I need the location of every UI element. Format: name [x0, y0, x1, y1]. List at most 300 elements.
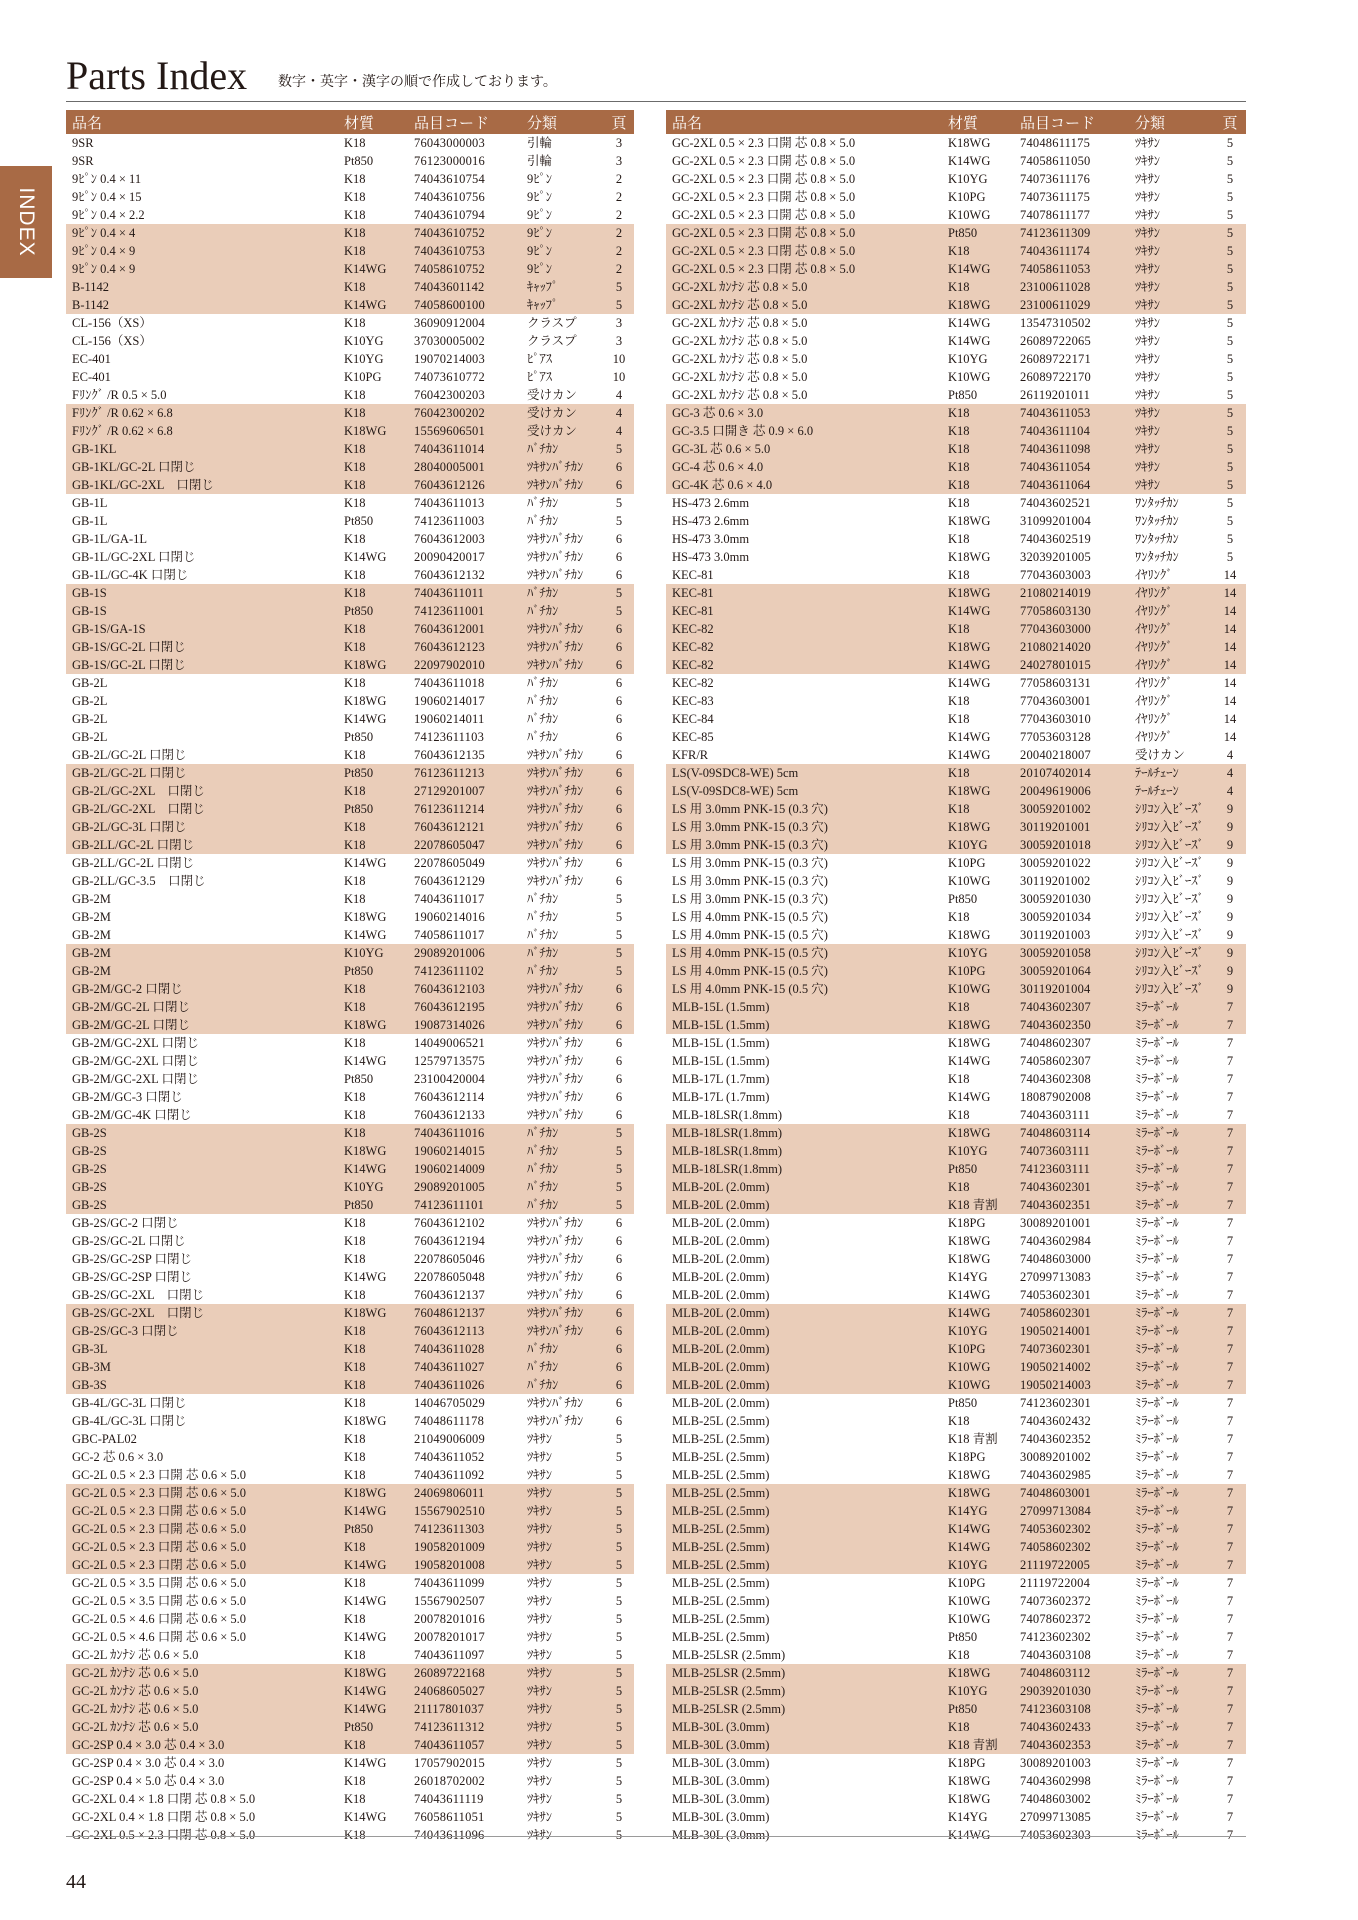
table-row: [66, 566, 634, 584]
table-row: [66, 656, 634, 674]
cell-code: 14049006521: [414, 1036, 485, 1050]
table-row: [66, 908, 634, 926]
cell-category: ﾂｷｻﾝﾊﾞﾁｶﾝ: [527, 1414, 584, 1428]
table-row: [666, 1574, 1246, 1592]
cell-page: 5: [615, 1432, 623, 1446]
cell-name: MLB-20L (2.0mm): [666, 1340, 942, 1358]
cell-material: K18: [942, 476, 1014, 494]
cell-name: GC-2L ｶﾝﾅｼ 芯 0.6 × 5.0: [66, 1700, 338, 1718]
cell-name: KEC-83: [672, 694, 714, 708]
table-row: [666, 890, 1246, 908]
cell-name: MLB-17L (1.7mm): [672, 1072, 770, 1086]
cell-material: K10WG: [948, 1594, 991, 1608]
cell-code: 74058600100: [408, 296, 521, 314]
cell-name: GC-2XL 0.5 × 2.3 口開 芯 0.8 × 5.0: [672, 208, 856, 222]
cell-page: 4: [1226, 748, 1234, 762]
cell-page: 7: [1214, 1700, 1246, 1718]
cell-page: 5: [1226, 316, 1234, 330]
column-header-name: 品名: [66, 110, 338, 134]
cell-code: 74048603001: [1014, 1484, 1129, 1502]
cell-code: 74078611177: [1020, 208, 1091, 222]
cell-category: ﾂｷｻﾝﾊﾞﾁｶﾝ: [521, 638, 604, 656]
cell-category: ｲﾔﾘﾝｸﾞ: [1135, 676, 1173, 690]
cell-code: 74043602519: [1020, 532, 1091, 546]
cell-name: MLB-20L (2.0mm): [666, 1304, 942, 1322]
cell-page: 7: [1214, 1124, 1246, 1142]
cell-page: 5: [615, 1630, 623, 1644]
cell-code: 19060214011: [414, 712, 485, 726]
table-row: [666, 1034, 1246, 1052]
cell-page: 5: [615, 892, 623, 906]
table-row: [66, 710, 634, 728]
column-header-page: 頁: [1214, 110, 1246, 134]
table-row: [66, 1268, 634, 1286]
cell-category: ﾂｷｻﾝ: [1129, 404, 1214, 422]
table-row: [66, 530, 634, 548]
cell-material: K18: [344, 136, 366, 150]
cell-page: 5: [604, 1520, 634, 1538]
cell-page: 5: [615, 910, 623, 924]
cell-material: K18: [942, 998, 1014, 1016]
cell-page: 7: [1226, 1054, 1234, 1068]
cell-code: 76043612133: [414, 1108, 485, 1122]
cell-category: 引輪: [527, 136, 553, 150]
table-row: [66, 620, 634, 638]
cell-category: ﾂｷｻﾝ: [521, 1664, 604, 1682]
cell-page: 7: [1214, 1520, 1246, 1538]
cell-category: ﾂｷｻﾝﾊﾞﾁｶﾝ: [521, 980, 604, 998]
cell-page: 6: [604, 656, 634, 674]
cell-category: ﾜﾝﾀｯﾁｶﾝ: [1135, 514, 1179, 528]
table-row: [66, 1682, 634, 1700]
table-row: [66, 1286, 634, 1304]
cell-material: K14WG: [344, 1594, 387, 1608]
cell-code: 74043602985: [1020, 1468, 1091, 1482]
table-row: [66, 1142, 634, 1160]
cell-code: 21049006009: [414, 1432, 485, 1446]
cell-code: 26089722171: [1020, 352, 1091, 366]
cell-material: K18: [344, 1612, 366, 1626]
table-row: [66, 674, 634, 692]
cell-page: 3: [615, 154, 623, 168]
cell-page: 3: [615, 334, 623, 348]
cell-name: GC-2SP 0.4 × 3.0 芯 0.4 × 3.0: [72, 1756, 225, 1770]
cell-page: 5: [1214, 296, 1246, 314]
table-row: [66, 1502, 634, 1520]
cell-material: K18: [344, 1090, 366, 1104]
cell-material: K18WG: [338, 1304, 408, 1322]
cell-category: ﾂｷｻﾝﾊﾞﾁｶﾝ: [527, 1216, 584, 1230]
cell-code: 74073603111: [1014, 1142, 1129, 1160]
cell-page: 14: [1214, 584, 1246, 602]
table-row: [666, 1070, 1246, 1088]
cell-category: 9ﾋﾟﾝ: [521, 242, 604, 260]
cell-material: K18: [948, 568, 970, 582]
cell-category: ﾐﾗｰﾎﾞｰﾙ: [1135, 1774, 1179, 1788]
cell-code: 74043611016: [408, 1124, 521, 1142]
cell-code: 27129201007: [408, 782, 521, 800]
cell-material: K10YG: [344, 352, 384, 366]
cell-material: K18: [344, 748, 366, 762]
cell-category: ﾊﾞﾁｶﾝ: [521, 440, 604, 458]
cell-page: 5: [1214, 224, 1246, 242]
cell-material: K18: [344, 532, 366, 546]
cell-category: ﾂｷｻﾝ: [527, 1828, 553, 1842]
cell-page: 4: [1214, 764, 1246, 782]
cell-material: K14WG: [942, 1304, 1014, 1322]
table-row: [666, 1286, 1246, 1304]
cell-name: GC-2 芯 0.6 × 3.0: [72, 1450, 164, 1464]
cell-category: ﾂｷｻﾝﾊﾞﾁｶﾝ: [527, 748, 584, 762]
cell-category: ﾂｷｻﾝ: [521, 1736, 604, 1754]
table-row: [666, 1214, 1246, 1232]
cell-name: MLB-25L (2.5mm): [666, 1556, 942, 1574]
cell-code: 30059201018: [1014, 836, 1129, 854]
cell-name: MLB-25L (2.5mm): [672, 1468, 770, 1482]
cell-code: 74043611054: [1014, 458, 1129, 476]
cell-material: K18WG: [942, 638, 1014, 656]
cell-material: K10YG: [338, 1178, 408, 1196]
cell-code: 74058610752: [408, 260, 521, 278]
table-row: [66, 818, 634, 836]
cell-code: 30059201034: [1020, 910, 1091, 924]
cell-name: GB-1KL/GC-2L 口閉じ: [66, 458, 338, 476]
cell-name: MLB-17L (1.7mm): [672, 1090, 770, 1104]
cell-name: GC-2L ｶﾝﾅｼ 芯 0.6 × 5.0: [66, 1664, 338, 1682]
cell-code: 74043611053: [1014, 404, 1129, 422]
cell-material: K18: [942, 1178, 1014, 1196]
cell-category: ﾐﾗｰﾎﾞｰﾙ: [1129, 1196, 1214, 1214]
cell-category: ﾂｷｻﾝﾊﾞﾁｶﾝ: [527, 874, 584, 888]
cell-material: K18WG: [948, 928, 991, 942]
cell-material: Pt850: [344, 730, 374, 744]
cell-code: 77058603131: [1020, 676, 1091, 690]
table-row: [666, 1322, 1246, 1340]
cell-code: 26089722065: [1020, 334, 1091, 348]
cell-category: ﾂｷｻﾝﾊﾞﾁｶﾝ: [521, 764, 604, 782]
cell-material: K18: [344, 1234, 366, 1248]
cell-material: K18: [344, 568, 366, 582]
table-row: [66, 548, 634, 566]
table-row: [66, 314, 634, 332]
cell-code: 19070214003: [414, 352, 485, 366]
cell-material: K18: [338, 1358, 408, 1376]
cell-material: K18WG: [942, 1124, 1014, 1142]
cell-material: K10WG: [948, 874, 991, 888]
cell-material: K18: [344, 676, 366, 690]
cell-code: 74043602998: [1020, 1774, 1091, 1788]
cell-material: K18WG: [942, 818, 1014, 836]
cell-category: ﾊﾞﾁｶﾝ: [527, 928, 559, 942]
cell-material: K14WG: [948, 1054, 991, 1068]
table-row: [66, 1034, 634, 1052]
cell-material: K18: [338, 836, 408, 854]
table-row: [666, 1754, 1246, 1772]
cell-code: 76042300203: [414, 388, 485, 402]
table-row: [66, 692, 634, 710]
cell-name: MLB-15L (1.5mm): [672, 1054, 770, 1068]
cell-name: GB-1L/GA-1L: [72, 532, 147, 546]
cell-code: 74048603000: [1020, 1252, 1091, 1266]
cell-category: 9ﾋﾟﾝ: [527, 190, 553, 204]
cell-code: 74058611053: [1014, 260, 1129, 278]
cell-material: K14WG: [344, 1270, 387, 1284]
table-row: [666, 206, 1246, 224]
cell-name: GB-2M/GC-2L 口閉じ: [66, 998, 338, 1016]
table-row: [666, 1682, 1246, 1700]
cell-page: 5: [615, 1612, 623, 1626]
table-row: [66, 962, 634, 980]
cell-name: HS-473 2.6mm: [672, 514, 750, 528]
table-row: [66, 1556, 634, 1574]
cell-name: GC-2XL ｶﾝﾅｼ 芯 0.8 × 5.0: [672, 370, 808, 384]
cell-name: GC-2L ｶﾝﾅｼ 芯 0.6 × 5.0: [72, 1648, 199, 1662]
cell-page: 9: [1214, 962, 1246, 980]
cell-category: ｼﾘｺﾝ入ﾋﾞｰｽﾞ: [1129, 800, 1214, 818]
cell-name: GB-2S/GC-2XL 口閉じ: [66, 1304, 338, 1322]
cell-material: K18: [948, 910, 970, 924]
table-row: [666, 620, 1246, 638]
cell-page: 7: [1226, 1774, 1234, 1788]
cell-material: K10WG: [942, 1358, 1014, 1376]
cell-material: K18: [344, 172, 366, 186]
table-row: [66, 404, 634, 422]
cell-page: 5: [615, 1594, 623, 1608]
cell-name: GB-1KL: [66, 440, 338, 458]
cell-name: LS 用 3.0mm PNK-15 (0.3 穴): [672, 874, 828, 888]
cell-name: GB-2S: [66, 1160, 338, 1178]
table-row: [66, 350, 634, 368]
cell-category: ﾂｷｻﾝ: [1135, 190, 1161, 204]
table-row: [666, 530, 1246, 548]
cell-code: 74043611092: [414, 1468, 485, 1482]
cell-material: K18: [344, 1396, 366, 1410]
cell-material: K18: [338, 1322, 408, 1340]
cell-category: ﾂｷｻﾝ: [521, 1520, 604, 1538]
cell-name: MLB-20L (2.0mm): [672, 1396, 770, 1410]
table-row: [666, 332, 1246, 350]
cell-code: 74043611018: [414, 676, 485, 690]
cell-page: 5: [1226, 154, 1234, 168]
cell-material: K10YG: [942, 1142, 1014, 1160]
cell-category: ﾋﾟｱｽ: [527, 370, 553, 384]
cell-code: 12579713575: [414, 1054, 485, 1068]
cell-material: K14WG: [344, 1756, 387, 1770]
cell-category: ﾐﾗｰﾎﾞｰﾙ: [1129, 1160, 1214, 1178]
table-row: [66, 1214, 634, 1232]
parts-table-left: [66, 110, 634, 1844]
table-row: [666, 674, 1246, 692]
table-row: [66, 170, 634, 188]
cell-page: 7: [1226, 1450, 1234, 1464]
cell-category: ﾐﾗｰﾎﾞｰﾙ: [1135, 1108, 1179, 1122]
cell-material: K14WG: [942, 602, 1014, 620]
cell-material: K18: [948, 694, 970, 708]
cell-page: 6: [604, 782, 634, 800]
table-row: [66, 746, 634, 764]
cell-category: ﾊﾞﾁｶﾝ: [521, 1196, 604, 1214]
cell-name: GC-2XL 0.5 × 2.3 口開 芯 0.8 × 5.0: [666, 224, 942, 242]
table-row: [666, 1268, 1246, 1286]
cell-material: K14WG: [948, 1828, 991, 1842]
cell-category: 受けカン: [1135, 748, 1186, 762]
cell-page: 7: [1214, 1538, 1246, 1556]
cell-page: 7: [1226, 1828, 1234, 1842]
cell-material: K18WG: [942, 584, 1014, 602]
cell-code: 19050214002: [1014, 1358, 1129, 1376]
cell-category: ｼﾘｺﾝ入ﾋﾞｰｽﾞ: [1135, 874, 1204, 888]
cell-code: 77043603001: [1020, 694, 1091, 708]
cell-category: ﾐﾗｰﾎﾞｰﾙ: [1129, 1538, 1214, 1556]
cell-name: GB-2S/GC-2XL 口閉じ: [72, 1288, 205, 1302]
cell-category: ﾐﾗｰﾎﾞｰﾙ: [1129, 1502, 1214, 1520]
cell-material: K18WG: [942, 1016, 1014, 1034]
cell-name: GB-2S/GC-2SP 口閉じ: [72, 1252, 193, 1266]
cell-name: GB-2M: [66, 962, 338, 980]
index-side-tab-label: INDEX: [15, 187, 38, 257]
cell-category: ﾂｷｻﾝ: [1129, 224, 1214, 242]
cell-material: K14YG: [948, 1270, 988, 1284]
cell-code: 76123611214: [408, 800, 521, 818]
cell-category: ﾊﾞﾁｶﾝ: [521, 1178, 604, 1196]
page-subtitle: 数字・英字・漢字の順で作成しております。: [278, 74, 557, 90]
cell-code: 29089201005: [408, 1178, 521, 1196]
cell-name: MLB-25L (2.5mm): [666, 1502, 942, 1520]
cell-material: K18WG: [338, 1664, 408, 1682]
table-row: [666, 1538, 1246, 1556]
cell-category: ｼﾘｺﾝ入ﾋﾞｰｽﾞ: [1129, 944, 1214, 962]
cell-material: K10PG: [948, 190, 986, 204]
cell-name: LS 用 4.0mm PNK-15 (0.5 穴): [666, 980, 942, 998]
cell-material: K10PG: [948, 1576, 986, 1590]
cell-code: 76048612137: [408, 1304, 521, 1322]
cell-name: LS(V-09SDC8-WE) 5cm: [666, 764, 942, 782]
cell-name: GB-2M: [72, 928, 111, 942]
table-row: [66, 1466, 634, 1484]
cell-code: 74043610752: [408, 224, 521, 242]
cell-category: ﾂｷｻﾝﾊﾞﾁｶﾝ: [527, 1288, 584, 1302]
cell-code: 74123603111: [1014, 1160, 1129, 1178]
cell-name: MLB-20L (2.0mm): [666, 1178, 942, 1196]
cell-name: GC-2XL 0.5 × 2.3 口閉 芯 0.8 × 5.0: [666, 242, 942, 260]
cell-code: 30119201003: [1020, 928, 1091, 942]
table-row: [666, 1772, 1246, 1790]
cell-page: 5: [615, 1810, 623, 1824]
cell-material: K18: [344, 1774, 366, 1788]
cell-page: 2: [604, 224, 634, 242]
cell-material: K14WG: [942, 1538, 1014, 1556]
cell-category: ﾂｷｻﾝ: [527, 1576, 553, 1590]
cell-name: LS 用 4.0mm PNK-15 (0.5 穴): [666, 962, 942, 980]
cell-material: Pt850: [948, 892, 978, 906]
cell-page: 4: [615, 388, 623, 402]
cell-code: 74043611011: [408, 584, 521, 602]
cell-code: 74123602301: [1020, 1396, 1091, 1410]
cell-code: 24027801015: [1014, 656, 1129, 674]
cell-page: 6: [615, 730, 623, 744]
cell-material: K18: [338, 998, 408, 1016]
table-row: [66, 1088, 634, 1106]
cell-name: MLB-20L (2.0mm): [672, 1252, 770, 1266]
table-row: [66, 602, 634, 620]
table-row: [666, 134, 1246, 152]
table-row: [66, 152, 634, 170]
cell-name: LS 用 4.0mm PNK-15 (0.5 穴): [666, 944, 942, 962]
table-row: [666, 818, 1246, 836]
table-row: [66, 944, 634, 962]
cell-material: K18: [338, 1538, 408, 1556]
cell-code: 76043612121: [408, 818, 521, 836]
cell-page: 10: [612, 370, 626, 384]
table-row: [666, 836, 1246, 854]
cell-page: 6: [604, 620, 634, 638]
cell-code: 22078605047: [408, 836, 521, 854]
cell-name: GB-2L/GC-2L 口閉じ: [72, 748, 187, 762]
cell-material: K10PG: [942, 962, 1014, 980]
cell-code: 74043602432: [1020, 1414, 1091, 1428]
table-row: [66, 1070, 634, 1088]
cell-page: 9: [1226, 910, 1234, 924]
cell-material: K18: [942, 620, 1014, 638]
cell-material: K18WG: [942, 296, 1014, 314]
cell-page: 6: [604, 818, 634, 836]
cell-material: K18: [344, 388, 366, 402]
cell-name: GB-1S: [66, 584, 338, 602]
cell-name: GB-2S/GC-2L 口閉じ: [72, 1234, 186, 1248]
table-row: [66, 440, 634, 458]
cell-category: ﾂｷｻﾝ: [1135, 172, 1161, 186]
cell-code: 15569606501: [408, 422, 521, 440]
cell-category: ﾜﾝﾀｯﾁｶﾝ: [1135, 532, 1179, 546]
cell-material: K18: [344, 874, 366, 888]
cell-name: EC-401: [72, 352, 111, 366]
cell-code: 74048603114: [1014, 1124, 1129, 1142]
cell-category: 9ﾋﾟﾝ: [521, 224, 604, 242]
table-row: [666, 1412, 1246, 1430]
cell-category: ﾂｷｻﾝ: [1129, 458, 1214, 476]
cell-code: 30089201003: [1020, 1756, 1091, 1770]
cell-category: ﾐﾗｰﾎﾞｰﾙ: [1135, 1612, 1179, 1626]
cell-page: 9: [1226, 874, 1234, 888]
table-row: [666, 1124, 1246, 1142]
table-row: [666, 1376, 1246, 1394]
table-row: [66, 224, 634, 242]
cell-category: ﾐﾗｰﾎﾞｰﾙ: [1135, 1072, 1179, 1086]
cell-name: GB-2LL/GC-2L 口閉じ: [72, 856, 195, 870]
cell-name: GC-2L 0.5 × 3.5 口開 芯 0.6 × 5.0: [72, 1594, 247, 1608]
cell-material: K18: [338, 224, 408, 242]
cell-category: ｲﾔﾘﾝｸﾞ: [1135, 568, 1173, 582]
cell-name: 9ﾋﾟﾝ 0.4 × 4: [66, 224, 338, 242]
cell-category: ﾐﾗｰﾎﾞｰﾙ: [1135, 1468, 1179, 1482]
cell-page: 9: [1226, 892, 1234, 906]
cell-category: ﾊﾞﾁｶﾝ: [527, 694, 559, 708]
cell-name: MLB-25LSR (2.5mm): [666, 1700, 942, 1718]
cell-page: 6: [615, 1396, 623, 1410]
cell-name: B-1142: [66, 278, 338, 296]
cell-name: GB-1L: [72, 514, 108, 528]
cell-name: MLB-25L (2.5mm): [672, 1450, 770, 1464]
cell-code: 26089722168: [408, 1664, 521, 1682]
cell-page: 5: [615, 1576, 623, 1590]
cell-material: K18: [338, 242, 408, 260]
cell-material: K14WG: [344, 856, 387, 870]
table-row: [666, 1736, 1246, 1754]
cell-name: MLB-30L (3.0mm): [672, 1828, 770, 1842]
cell-material: K18PG: [948, 1450, 986, 1464]
cell-material: K14WG: [338, 296, 408, 314]
cell-material: K18: [344, 316, 366, 330]
